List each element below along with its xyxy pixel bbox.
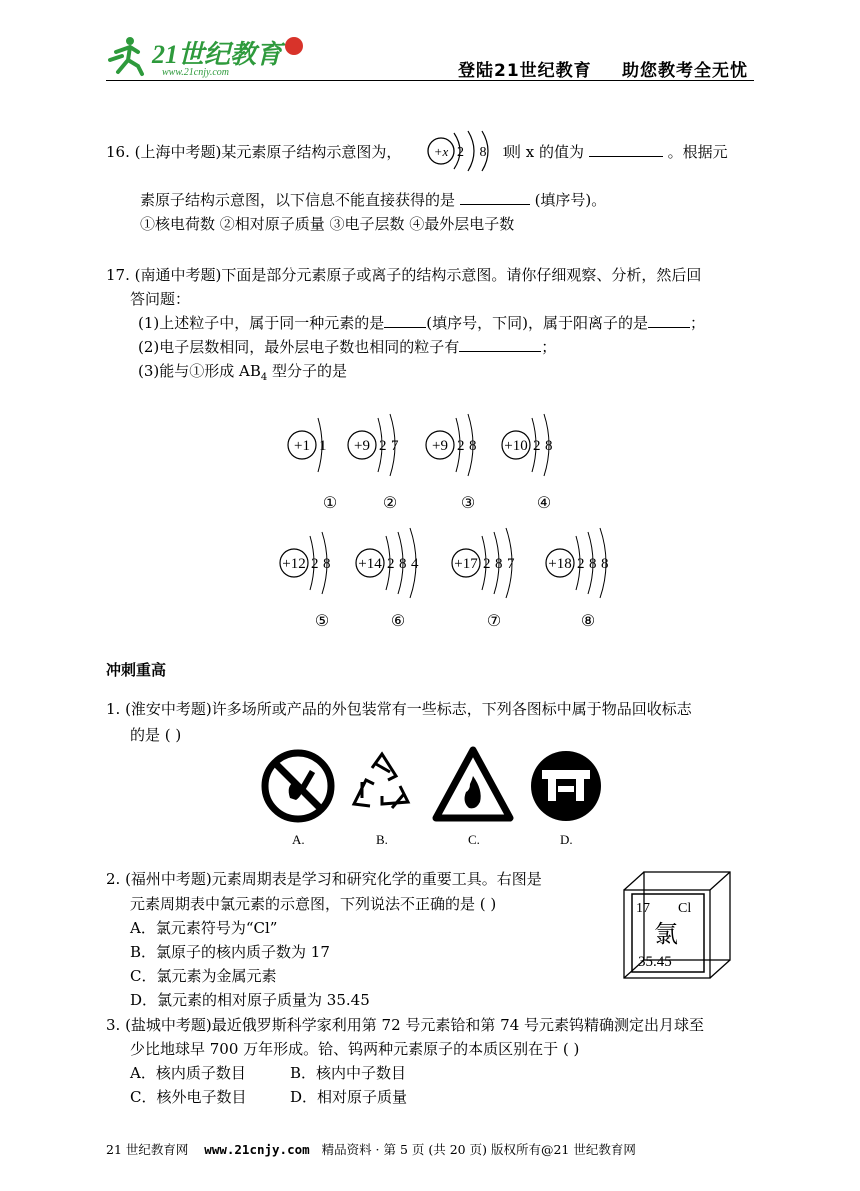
footer-site: 21 世纪教育网 [106, 1142, 189, 1157]
logo-text: 21世纪教育 [152, 40, 283, 69]
p3-line2: 少比地球早 700 万年形成。铪、钨两种元素原子的本质区别在于 ( ) [130, 1040, 580, 1058]
q16-line1-end: 。根据元 [667, 143, 728, 161]
atom-shell-count: 2 [379, 438, 387, 454]
q16-line1-suffix: 则 x 的值为 [506, 143, 584, 161]
atom-shell-count: 2 [483, 556, 491, 572]
header-slogan-right: 助您教考全无忧 [622, 61, 748, 81]
atom-shell-count: 8 [399, 556, 407, 572]
icon-label-a: A. [292, 832, 305, 847]
atom-diagram-label: ⑦ [486, 613, 502, 630]
p2-option-c: C．氯元素为金属元素 [130, 967, 277, 985]
p3-option-d: D．相对原子质量 [290, 1088, 408, 1106]
q17-sub1-c: ； [689, 314, 705, 332]
atom-diagram-3 [426, 414, 477, 512]
q17-sub3-subscript: 4 [260, 372, 268, 383]
water-saving-icon [531, 751, 601, 821]
atom-shell-count: 8 [589, 556, 597, 572]
cell-atomic-number: 17 [636, 901, 650, 916]
atom-shell-count: 1 [319, 438, 327, 454]
q17-line1: 17. (南通中考题)下面是部分元素原子或离子的结构示意图。请你仔细观察、分析，然后回 [106, 266, 702, 284]
runner-icon [110, 37, 142, 74]
footer [106, 1140, 636, 1158]
atom-nucleus-label: +10 [504, 438, 528, 454]
icon-label-c: C. [468, 832, 480, 847]
atom-diagram-2 [348, 414, 399, 512]
atom-diagram-label: ① [322, 495, 338, 512]
p3-option-c: C．核外电子数目 [130, 1088, 247, 1106]
q16-options: ①核电荷数 ②相对原子质量 ③电子层数 ④最外层电子数 [140, 215, 515, 233]
atom-diagram-7 [452, 528, 515, 630]
atom-shell-count: 2 [387, 556, 395, 572]
q16-line1-prefix: 16. (上海中考题)某元素原子结构示意图为， [106, 143, 402, 161]
atom-shell-count: 4 [411, 556, 419, 572]
atom-diagram-6 [356, 528, 419, 630]
atom-diagram-5 [280, 532, 331, 630]
atom-diagram-label: ⑤ [314, 613, 330, 630]
atom-diagram-1 [288, 418, 337, 512]
q17-blank-3[interactable] [459, 337, 541, 352]
recycle-icon [354, 754, 408, 808]
svg-text:2 8 1: 2 8 1 [457, 145, 515, 160]
section-title: 冲刺重高 [106, 661, 167, 679]
atom-shell-count: 8 [469, 438, 477, 454]
p1-icons [258, 746, 618, 852]
q17-sub1-a: (1)上述粒子中，属于同一种元素的是 [138, 314, 385, 332]
cell-name: 氯 [654, 922, 678, 948]
cell-atomic-mass: 35.45 [638, 954, 672, 970]
logo [108, 32, 308, 78]
atom-diagram-4 [502, 414, 553, 512]
atom-shell-count: 2 [533, 438, 541, 454]
cell-symbol: Cl [678, 901, 692, 916]
atom-shell-count: 7 [507, 556, 515, 572]
p2-option-b: B．氯原子的核内质子数为 17 [130, 943, 330, 961]
q17-sub3: (3)能与①形成 AB [138, 362, 261, 380]
p2-line1: 2. (福州中考题)元素周期表是学习和研究化学的重要工具。右图是 [106, 870, 542, 888]
header-divider [106, 80, 754, 81]
atom-nucleus-label: +9 [432, 438, 448, 454]
atom-shell-count: 2 [311, 556, 319, 572]
p1-line2: 的是 ( ) [130, 726, 182, 744]
atom-shell-count: 8 [323, 556, 331, 572]
no-smoking-icon [265, 753, 331, 819]
atom-nucleus-label: +18 [548, 556, 572, 572]
footer-url[interactable]: www.21cnjy.com [204, 1142, 310, 1157]
atom-diagram-label: ③ [460, 495, 476, 512]
p1-line1: 1. (淮安中考题)许多场所或产品的外包装常有一些标志，下列各图标中属于物品回收标志 [106, 700, 692, 718]
chlorine-element-card [620, 870, 736, 982]
p3-option-b: B．核内中子数目 [290, 1064, 407, 1082]
q17-sub2-a: (2)电子层数相同，最外层电子数也相同的粒子有 [138, 338, 460, 356]
flammable-warning-icon [436, 750, 510, 818]
icon-label-d: D. [560, 832, 573, 847]
atom-shell-count: 8 [601, 556, 609, 572]
q17-line2: 答问题： [130, 290, 191, 308]
footer-info: 精品资料 · 第 5 页 (共 20 页) 版权所有@21 世纪教育网 [321, 1142, 636, 1157]
p3-line1: 3. (盐城中考题)最近俄罗斯科学家利用第 72 号元素铪和第 74 号元素钨精确测定出月球至 [106, 1016, 705, 1034]
p2-line2: 元素周期表中氯元素的示意图，下列说法不正确的是 ( ) [130, 895, 497, 913]
q17-sub2-b: ； [541, 338, 557, 356]
atom-nucleus-label: +1 [294, 438, 310, 454]
q17-blank-2[interactable] [648, 313, 690, 328]
q17-atom-diagrams [270, 400, 630, 638]
q16-answer-blank-1[interactable] [589, 142, 663, 157]
atom-diagram-label: ⑥ [390, 613, 406, 630]
atom-shell-count: 7 [391, 438, 399, 454]
icon-label-b: B. [376, 832, 388, 847]
atom-shell-count: 2 [457, 438, 465, 454]
svg-text:+x: +x [433, 144, 449, 159]
q17-blank-1[interactable] [384, 313, 426, 328]
atom-nucleus-label: +12 [282, 556, 306, 572]
atom-nucleus-label: +9 [354, 438, 370, 454]
atom-diagram-label: ② [382, 495, 398, 512]
q16-line2-end: (填序号)。 [534, 191, 607, 209]
header-slogan-left: 登陆21世纪教育 [458, 61, 592, 81]
p2-option-a: A．氯元素符号为“Cl” [130, 919, 278, 937]
atom-shell-count: 8 [545, 438, 553, 454]
atom-shell-count: 2 [577, 556, 585, 572]
p2-option-d: D．氯元素的相对原子质量为 35.45 [130, 991, 370, 1009]
logo-url: www.21cnjy.com [162, 67, 230, 78]
atom-diagram-label: ⑧ [580, 613, 596, 630]
atom-shell-count: 8 [495, 556, 503, 572]
atom-nucleus-label: +17 [454, 556, 478, 572]
atom-diagram-label: ④ [536, 495, 552, 512]
q16-atom-diagram [424, 128, 515, 174]
atom-diagram-8 [546, 528, 609, 630]
p3-option-a: A．核内质子数目 [130, 1064, 246, 1082]
q17-sub1-b: (填序号，下同)，属于阳离子的是 [426, 314, 648, 332]
q16-answer-blank-2[interactable] [460, 190, 530, 205]
tomato-icon [285, 37, 303, 55]
atom-nucleus-label: +14 [358, 556, 382, 572]
q17-sub3-end: 型分子的是 [267, 362, 348, 380]
q16-line2: 素原子结构示意图，以下信息不能直接获得的是 [140, 191, 456, 209]
